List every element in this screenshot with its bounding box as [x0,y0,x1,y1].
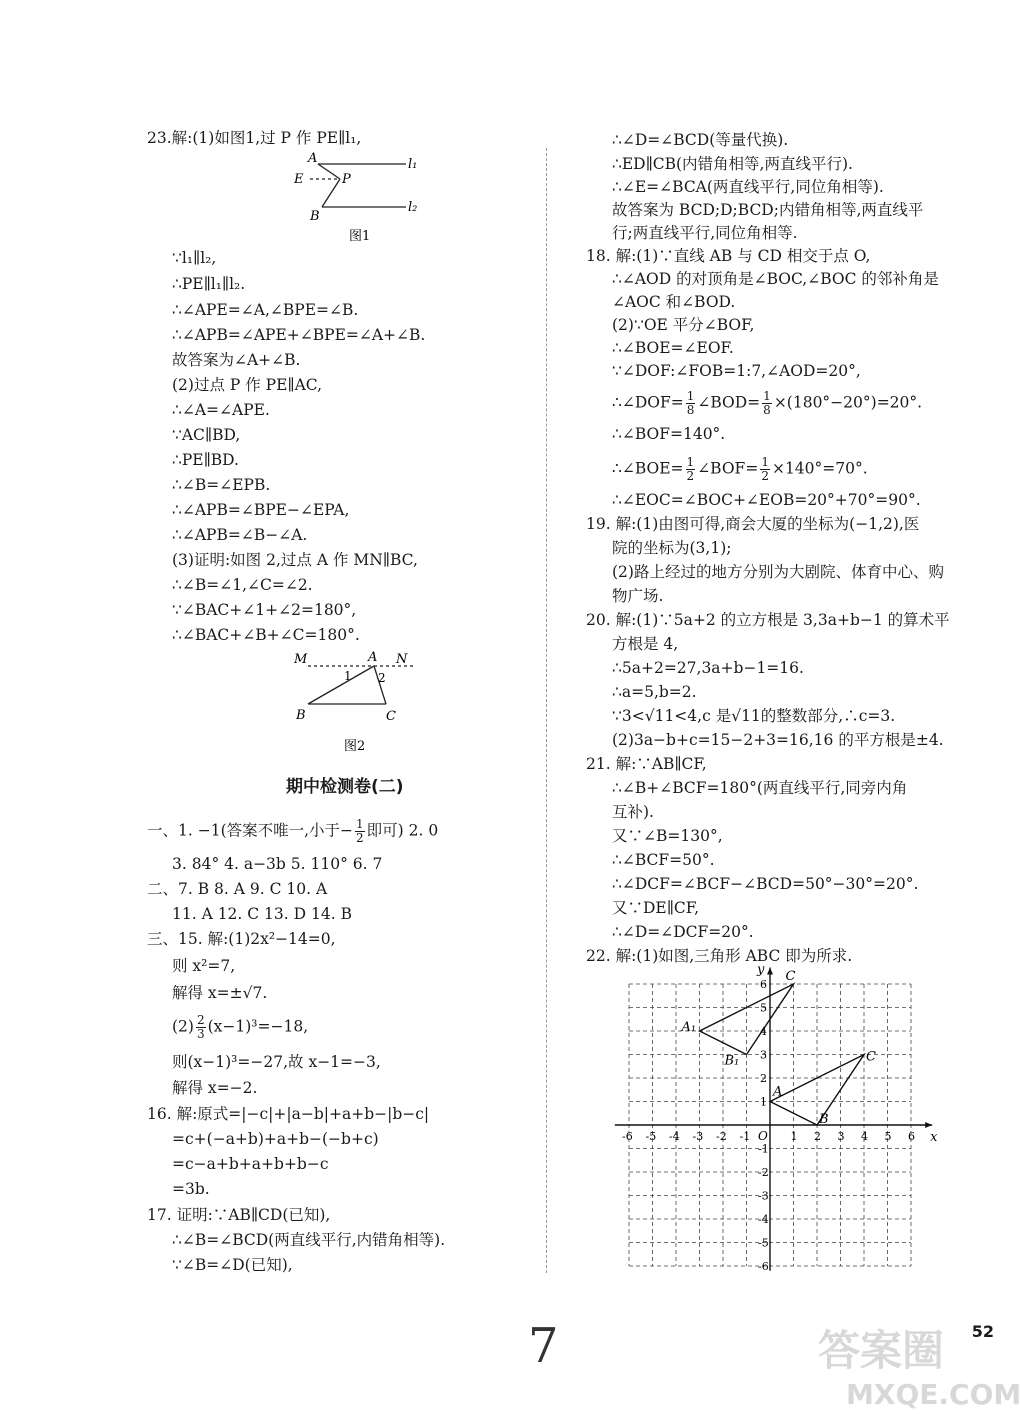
right-line-11: ∵∠DOF:∠FOB=1:7,∠AOD=20°, [612,362,861,380]
right-line-14: 院的坐标为(3,1); [612,539,732,557]
answer-line-11: 16. 解:原式=|−c|+|a−b|+a+b−|b−c| [147,1105,430,1123]
boe-frac-1 [686,456,696,483]
q23-line-12: ∴∠APB=∠BPE−∠EPA, [172,501,350,519]
fig1-label-b: B [310,209,320,224]
q15-2-pre: (2) [172,1017,194,1036]
right-line-18: 方根是 4, [612,635,679,653]
y-tick-label: 1 [760,1095,767,1109]
point-label-a: A [773,1084,783,1100]
y-tick-label: -5 [758,1236,769,1250]
answer-line-13: =c−a+b+a+b+b−c [172,1155,329,1173]
y-axis-arrow [767,968,773,975]
point-label-c: C [866,1049,876,1065]
watermark-url: MXQE.COM [846,1378,1021,1411]
y-tick-label: -1 [758,1142,769,1156]
x-tick-label: 5 [884,1130,892,1143]
dof-mid: ∠BOD= [697,393,761,412]
fig2-label-c: C [386,709,396,724]
right-line-28: ∴∠DCF=∠BCF−∠BCD=50°−30°=20°. [612,875,919,893]
x-tick-label: -3 [692,1130,704,1143]
y-axis-label: y [757,962,765,978]
fig2-label-m: M [294,652,308,667]
answer-line-5: 三、15. 解:(1)2x²−14=0, [147,930,336,948]
boe-frac-2-num: 1 [761,455,769,469]
dof-frac-1-den: 8 [686,403,695,417]
fig1-label-l1: l₁ [408,157,418,172]
answer-line-9: 则(x−1)³=−27,故 x−1=−3, [172,1053,381,1071]
answer-line-3: 二、7. B 8. A 9. C 10. A [147,880,328,898]
right-line-5: 行;两直线平行,同位角相等. [612,224,798,242]
answer-line-2: 3. 84° 4. a−3b 5. 110° 6. 7 [172,855,383,873]
boe-frac-2 [760,456,770,483]
q1-frac-num: 1 [356,817,364,831]
right-line-25: 互补). [612,803,654,821]
dof-frac-1-num: 1 [686,389,695,403]
boe-pre: ∴∠BOE= [612,459,684,478]
point-label-b1: B₁ [724,1053,740,1069]
answer-line-10: 解得 x=−2. [172,1079,258,1097]
dof-pre: ∴∠DOF= [612,393,684,412]
right-line-23: 21. 解:∵AB∥CF, [586,755,707,773]
right-line-bof: ∴∠BOF=140°. [612,425,726,443]
fig2-label-n: N [396,652,408,667]
section-title: 期中检测卷(二) [286,777,404,797]
q23-line-7: (2)过点 P 作 PE∥AC, [172,376,322,394]
figure-2 [288,648,428,756]
dof-frac-2 [762,390,772,417]
y-tick-label: -6 [758,1260,769,1273]
right-line-27: ∴∠BCF=50°. [612,851,715,869]
fig1-caption: 图1 [349,229,371,244]
right-line-13: 19. 解:(1)由图可得,商会大厦的坐标为(−1,2),医 [586,515,920,533]
answer-line-8 [172,1014,308,1041]
right-line-3: ∴∠E=∠BCA(两直线平行,同位角相等). [612,178,884,196]
right-line-21: ∵3<√11<4,c 是√11的整数部分,∴c=3. [612,707,896,725]
right-line-26: 又∵∠B=130°, [612,827,723,845]
fig2-label-2: 2 [378,671,386,685]
fig1-label-p: P [342,172,351,187]
fig1-label-e: E [294,172,304,187]
right-line-4: 故答案为 BCD;D;BCD;内错角相等,两直线平 [612,201,924,219]
x-tick-label: 6 [908,1130,915,1143]
right-line-1: ∴∠D=∠BCD(等量代换). [612,131,789,149]
right-line-12: ∴∠EOC=∠BOC+∠EOB=20°+70°=90°. [612,491,921,509]
y-tick-label: -2 [758,1166,769,1179]
boe-frac-2-den: 2 [761,469,769,483]
origin-label: O [758,1129,768,1143]
x-axis-label: x [930,1130,938,1145]
x-tick-label: 3 [837,1130,845,1143]
answer-line-4: 11. A 12. C 13. D 14. B [172,905,352,923]
q23-line-16: ∵∠BAC+∠1+∠2=180°, [172,601,357,619]
q15-2-fraction [196,1014,206,1041]
handwritten-mark: 7 [528,1318,559,1374]
q23-line-2: ∵l₁∥l₂, [172,249,217,267]
x-tick-label: 4 [861,1130,868,1143]
right-line-22: (2)3a−b+c=15−2+3=16,16 的平方根是±4. [612,731,944,749]
right-line-16: 物广场. [612,587,664,605]
q1-fraction [355,818,365,845]
answer-line-7: 解得 x=±√7. [172,984,268,1002]
point-label-b: B [819,1112,829,1127]
right-line-19: ∴5a+2=27,3a+b−1=16. [612,659,804,677]
q23-line-9: ∵AC∥BD, [172,426,241,444]
fig2-label-b: B [296,708,306,723]
dof-frac-1 [686,390,696,417]
q23-line-8: ∴∠A=∠APE. [172,401,270,419]
figure-1 [280,148,430,244]
answer-line-1 [147,818,438,845]
y-tick-label: 5 [760,1001,767,1015]
answer-line-14: =3b. [172,1180,210,1198]
x-tick-label: -4 [669,1130,680,1143]
right-line-31: 22. 解:(1)如图,三角形 ABC 即为所求. [586,947,853,965]
right-line-10: ∴∠BOE=∠EOF. [612,339,734,357]
watermark-logo: 答案圈 [818,1326,945,1375]
answer-line-17: ∵∠B=∠D(已知), [172,1256,293,1274]
y-tick-label: 4 [760,1025,767,1038]
q15-2-post: (x−1)³=−18, [207,1017,309,1036]
fig1-label-l2: l₂ [408,200,418,215]
point-label-c1: C [785,969,796,984]
right-line-dof [612,390,922,417]
right-line-17: 20. 解:(1)∵5a+2 的立方根是 3,3a+b−1 的算术平 [586,611,950,629]
right-line-15: (2)路上经过的地方分别为大剧院、体育中心、购 [612,563,944,581]
x-tick-label: -2 [716,1130,727,1143]
boe-frac-1-den: 2 [686,469,695,483]
right-line-boe [612,456,868,483]
answer-line-6: 则 x²=7, [172,957,236,975]
x-tick-label: 1 [790,1130,798,1143]
y-tick-label: 6 [760,978,767,991]
dof-post: ×(180°−20°)=20°. [773,393,923,412]
q15-2-num: 2 [196,1013,205,1027]
x-tick-label: -6 [622,1130,633,1143]
right-line-29: 又∵DE∥CF, [612,899,700,917]
line-pb [322,179,340,207]
q23-line-5: ∴∠APB=∠APE+∠BPE=∠A+∠B. [172,326,426,344]
point-label-a1: A₁ [681,1020,697,1035]
q23-line-15: ∴∠B=∠1,∠C=∠2. [172,576,313,594]
q23-line-10: ∴PE∥BD. [172,451,239,469]
coordinate-grid-figure [600,955,950,1280]
y-tick-label: 3 [760,1048,767,1062]
q23-line-17: ∴∠BAC+∠B+∠C=180°. [172,626,360,644]
x-tick-label: -1 [739,1130,751,1143]
line-ap [318,164,340,179]
page-number: 52 [971,1322,994,1341]
q23-line-11: ∴∠B=∠EPB. [172,476,271,494]
fig2-label-a: A [368,650,378,665]
q1-post: 即可) 2. 0 [366,821,439,840]
fig2-caption: 图2 [344,739,366,754]
answer-line-16: ∴∠B=∠BCD(两直线平行,内错角相等). [172,1231,446,1249]
right-line-20: ∴a=5,b=2. [612,683,697,701]
q23-line-1: 23.解:(1)如图1,过 P 作 PE∥l₁, [147,129,362,147]
q23-line-6: 故答案为∠A+∠B. [172,351,301,369]
boe-frac-1-num: 1 [686,455,695,469]
line-ab [308,666,374,704]
right-line-30: ∴∠D=∠DCF=20°. [612,923,754,941]
y-tick-label: -3 [758,1189,769,1203]
q1-frac-den: 2 [356,831,364,845]
x-axis-arrow [925,1122,932,1128]
q15-2-den: 3 [196,1027,205,1041]
right-line-24: ∴∠B+∠BCF=180°(两直线平行,同旁内角 [612,779,908,797]
right-line-2: ∴ED∥CB(内错角相等,两直线平行). [612,155,853,173]
q1-pre: 一、1. −1(答案不唯一,小于− [147,821,354,840]
boe-mid: ∠BOF= [697,459,759,478]
answer-line-15: 17. 证明:∵AB∥CD(已知), [147,1206,331,1224]
boe-post: ×140°=70°. [771,459,868,478]
y-tick-label: -4 [758,1213,769,1226]
dof-frac-2-num: 1 [763,389,771,403]
fig1-label-a: A [308,151,318,166]
answer-line-12: =c+(−a+b)+a+b−(−b+c) [172,1130,379,1148]
column-divider [546,148,547,1273]
right-line-7: ∴∠AOD 的对顶角是∠BOC,∠BOC 的邻补角是 [612,270,939,288]
x-tick-label: -5 [645,1130,657,1143]
q23-line-13: ∴∠APB=∠B−∠A. [172,526,308,544]
x-tick-label: 2 [814,1130,821,1143]
y-tick-label: 2 [760,1072,767,1085]
dof-frac-2-den: 8 [763,403,771,417]
q23-line-3: ∴PE∥l₁∥l₂. [172,275,246,293]
right-line-9: (2)∵OE 平分∠BOF, [612,316,755,334]
q23-line-4: ∴∠APE=∠A,∠BPE=∠B. [172,301,359,319]
q23-line-14: (3)证明:如图 2,过点 A 作 MN∥BC, [172,551,418,569]
right-line-8: ∠AOC 和∠BOD. [612,293,736,311]
fig2-label-1: 1 [344,669,352,683]
right-line-6: 18. 解:(1)∵直线 AB 与 CD 相交于点 O, [586,247,871,265]
